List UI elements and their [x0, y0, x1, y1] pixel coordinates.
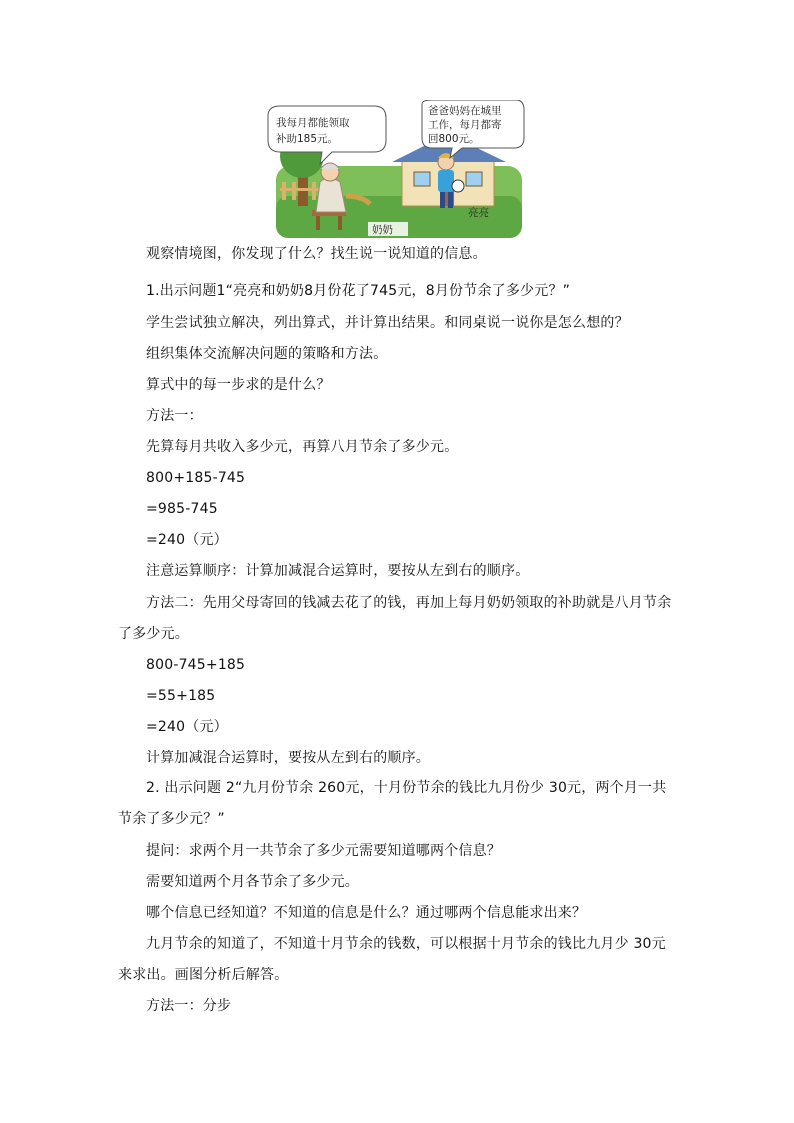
- grandma-bubble-line1: 我每月都能领取: [276, 117, 350, 129]
- boy-label: 亮亮: [468, 207, 489, 219]
- grandma-label: 奶奶: [372, 224, 393, 236]
- equation-result: =240（元）: [146, 532, 228, 548]
- equation-line: 800+185-745: [146, 470, 246, 486]
- paragraph-ask: 提问：求两个月一共节余了多少元需要知道哪两个信息？: [146, 843, 501, 859]
- scene-illustration-svg: [262, 100, 526, 240]
- boy-bubble-line2: 工作，每月都寄: [428, 119, 502, 131]
- paragraph-observe: 观察情境图，你发现了什么？找生说一说知道的信息。: [146, 246, 487, 262]
- paragraph-try-solve: 学生尝试独立解决，列出算式，并计算出结果。和同桌说一说你是怎么想的？: [146, 315, 629, 331]
- paragraph-order-rule: 计算加减混合运算时，要按从左到右的顺序。: [146, 750, 430, 766]
- method-one-stepwise: 方法一：分步: [146, 998, 232, 1014]
- paragraph-step-meaning: 算式中的每一步求的是什么？: [146, 377, 331, 393]
- paragraph-group-discuss: 组织集体交流解决问题的策略和方法。: [146, 346, 388, 362]
- method-one-heading: 方法一：: [146, 408, 203, 424]
- paragraph-method-one-explain: 先算每月共收入多少元，再算八月节余了多少元。: [146, 439, 459, 455]
- boy-bubble-line3: 回800元。: [428, 133, 480, 145]
- paragraph-question-2: 2. 出示问题 2“九月份节余 260元，十月份节余的钱比九月份少 30元，两个月一共节余了多少元？”: [118, 780, 667, 827]
- scene-illustration: [262, 100, 526, 240]
- grandma-bubble-line2: 补助185元。: [276, 133, 339, 145]
- paragraph-september-known: 九月节余的知道了，不知道十月节余的钱数，可以根据十月节余的钱比九月少 30元来求出。画图分析后解答。: [118, 936, 666, 983]
- equation-result: =240（元）: [146, 719, 228, 735]
- paragraph-order-note: 注意运算顺序：计算加减混合运算时，要按从左到右的顺序。: [146, 563, 530, 579]
- equation-line: 800-745+185: [146, 657, 246, 673]
- paragraph-question-1: 1.出示问题1“亮亮和奶奶8月份花了745元，8月份节余了多少元？”: [146, 283, 571, 299]
- boy-bubble-line1: 爸爸妈妈在城里: [428, 105, 502, 117]
- paragraph-method-two: 方法二：先用父母寄回的钱减去花了的钱，再加上每月奶奶领取的补助就是八月节余了多少元。: [118, 595, 672, 642]
- paragraph-need-know: 需要知道两个月各节余了多少元。: [146, 874, 359, 890]
- equation-line: =985-745: [146, 501, 218, 517]
- equation-line: =55+185: [146, 688, 216, 704]
- paragraph-which-info: 哪个信息已经知道？不知道的信息是什么？通过哪两个信息能求出来？: [146, 905, 587, 921]
